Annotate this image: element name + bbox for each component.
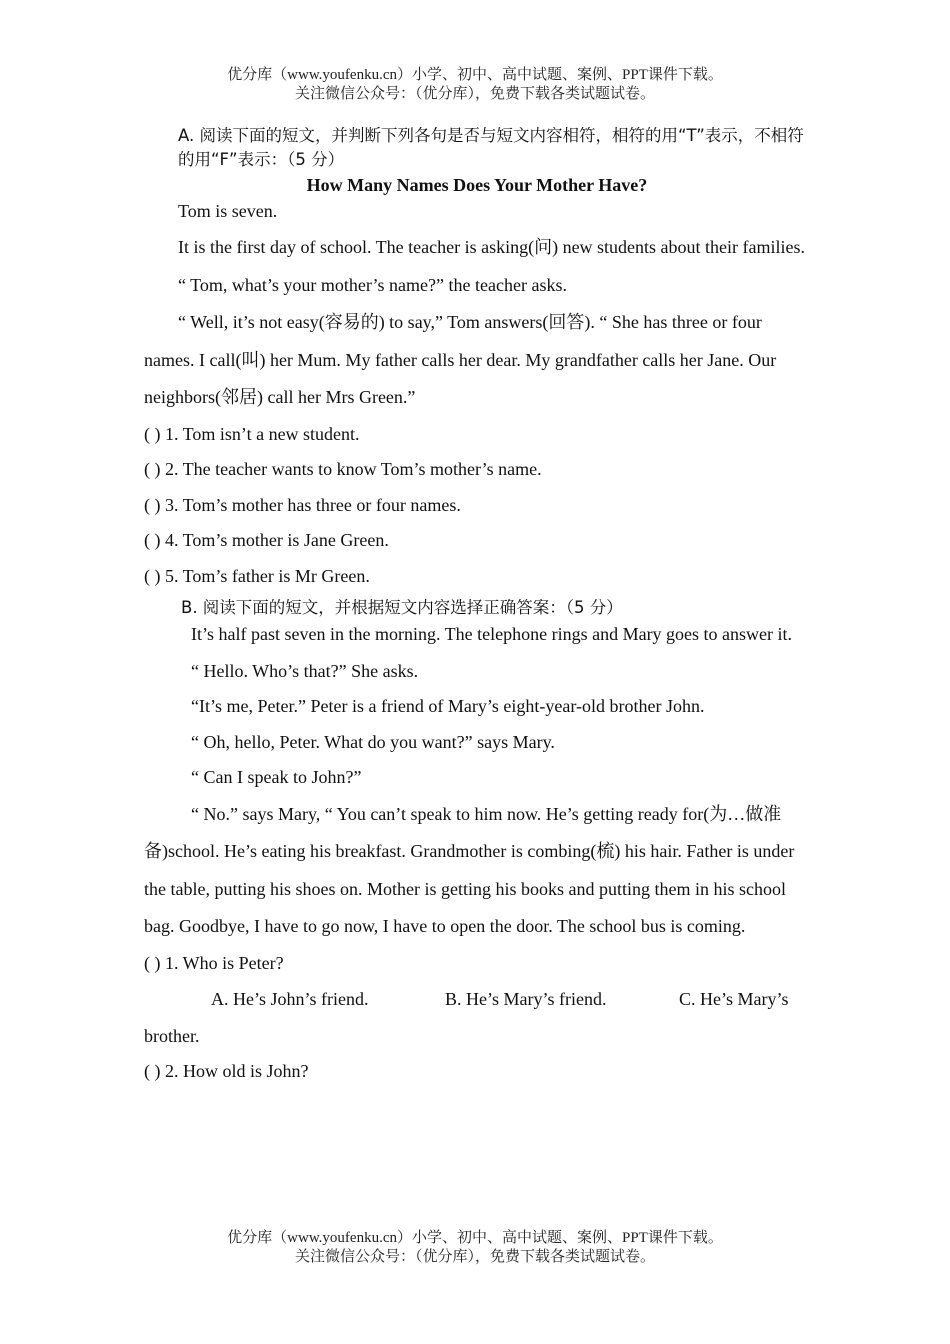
option-c: C. He’s Mary’s [679, 989, 789, 1009]
question-a-4: ( ) 4. Tom’s mother is Jane Green. [144, 530, 389, 550]
option-c-continued: brother. [144, 1025, 200, 1046]
section-a-instruction: A. 阅读下面的短文，并判断下列各句是否与短文内容相符，相符的用“T”表示，不相符的用“F”表示：（5 分） [178, 126, 804, 169]
question-a-5: ( ) 5. Tom’s father is Mr Green. [144, 565, 370, 586]
passage-a-paragraph: “ Tom, what’s your mother’s name?” the teacher asks. [178, 274, 567, 295]
question-b-1-options [144, 981, 810, 1019]
header-line-1: 优分库（www.youfenku.cn）小学、初中、高中试题、案例、PPT课件下载。 [227, 67, 723, 83]
question-b-1: ( ) 1. Who is Peter? [144, 952, 284, 973]
passage-b-paragraph: “It’s me, Peter.” Peter is a friend of Mary’s eight-year-old brother John. [191, 696, 705, 716]
page-header [0, 66, 950, 104]
passage-a-paragraph: Tom is seven. [178, 201, 278, 221]
passage-a-title: How Many Names Does Your Mother Have? [306, 175, 648, 195]
passage-b-paragraph: It’s half past seven in the morning. The telephone rings and Mary goes to answer it. [191, 624, 793, 644]
passage-b-paragraph: “ Hello. Who’s that?” She asks. [191, 660, 419, 681]
header-line-2: 关注微信公众号：（优分库），免费下载各类试题试卷。 [294, 86, 655, 102]
passage-a-paragraph: It is the first day of school. The teacher is asking(问) new students about their families. [178, 237, 806, 257]
passage-b-paragraph: “ Can I speak to John?” [191, 767, 362, 787]
passage-b-paragraph: “ No.” says Mary, “ You can’t speak to him now. He’s getting ready for(为…做准备)school. He’s eating his breakfast. Grandmother is combing(梳) his hair. Father is under the table, putting his shoes on. Mother is getting his books and putting them in his school bag. Goodbye, I have to go now, I have to open the door. The school bus is coming. [144, 803, 795, 936]
option-b: B. He’s Mary’s friend. [445, 989, 607, 1009]
passage-b-paragraph: “ Oh, hello, Peter. What do you want?” says Mary. [191, 731, 555, 752]
question-a-2: ( ) 2. The teacher wants to know Tom’s mother’s name. [144, 459, 542, 479]
footer-line-1: 优分库（www.youfenku.cn）小学、初中、高中试题、案例、PPT课件下载。 [227, 1230, 723, 1246]
section-b-instruction: B. 阅读下面的短文，并根据短文内容选择正确答案：（5 分） [181, 598, 623, 617]
question-a-1: ( ) 1. Tom isn’t a new student. [144, 423, 360, 444]
question-b-2: ( ) 2. How old is John? [144, 1061, 309, 1081]
document-body [144, 124, 810, 1090]
passage-a-paragraph: “ Well, it’s not easy(容易的) to say,” Tom answers(回答). “ She has three or four names. I call(叫) her Mum. My father calls her dear. My grandfather calls her Jane. Our neighbors(邻居) call her Mrs Green.” [144, 312, 777, 407]
page-footer [0, 1229, 950, 1267]
option-a: A. He’s John’s friend. [211, 989, 369, 1009]
footer-line-2: 关注微信公众号：（优分库），免费下载各类试题试卷。 [294, 1249, 655, 1265]
question-a-3: ( ) 3. Tom’s mother has three or four names. [144, 494, 461, 515]
